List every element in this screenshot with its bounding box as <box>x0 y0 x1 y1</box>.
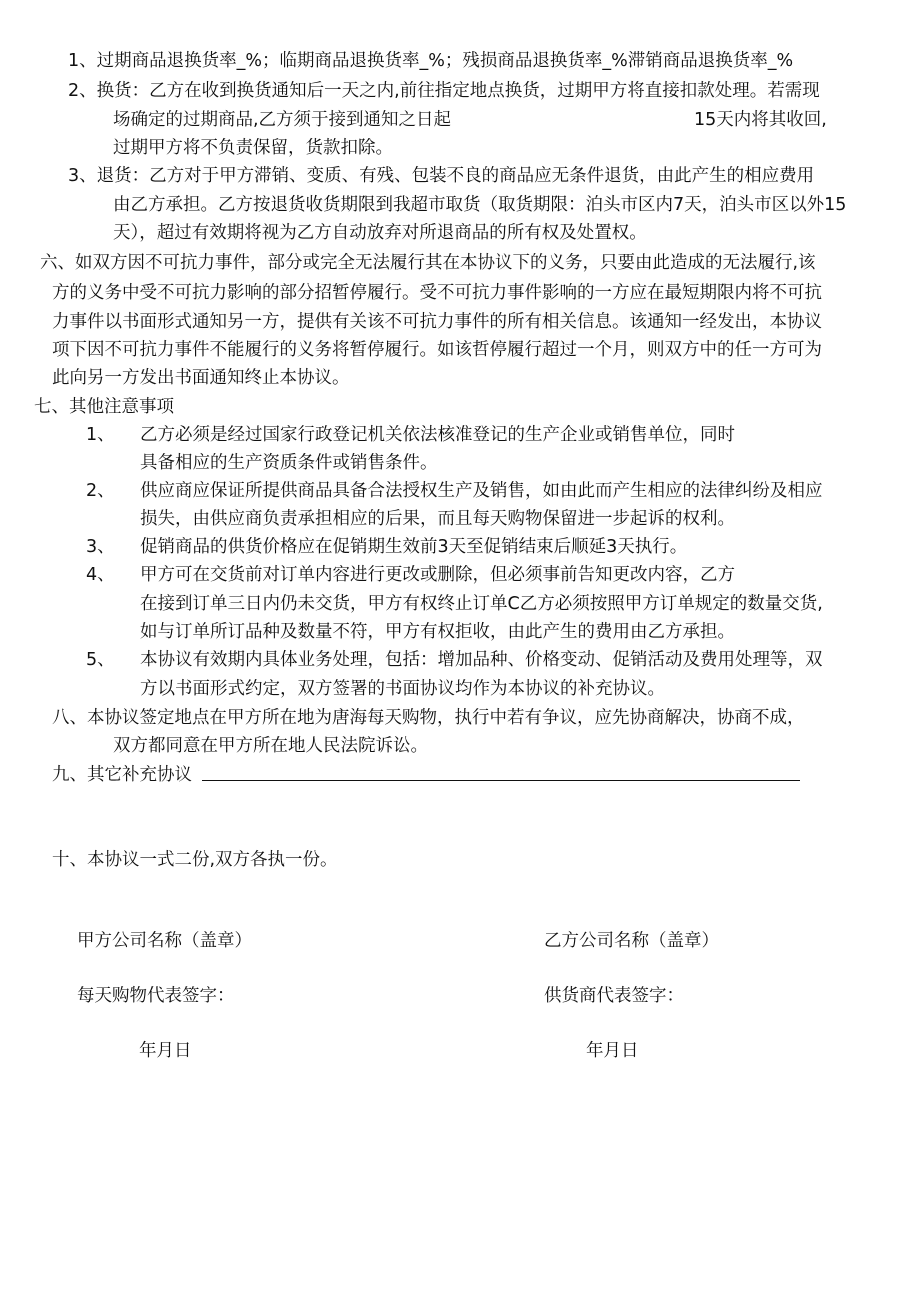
text-line: 场确定的过期商品,乙方须于接到通知之日起 <box>113 110 452 130</box>
text-line: 1、过期商品退换货率_%；临期商品退换货率_%；残损商品退换货率_%滞销商品退换货率_% <box>68 51 794 71</box>
party-b-date-label: 年月日 <box>586 1041 639 1061</box>
text-line: 损失，由供应商负责承担相应的后果，而且每天购物保留进一步起诉的权利。 <box>140 509 735 529</box>
party-a-rep-signature-label: 每天购物代表签字： <box>77 986 235 1006</box>
text-line: 促销商品的供货价格应在促销期生效前3天至促销结束后顺延3天执行。 <box>140 537 688 557</box>
supplementary-blank-line <box>202 780 800 781</box>
text-line: 此向另一方发出书面通知终止本协议。 <box>52 368 350 388</box>
item-number: 4、 <box>86 565 115 585</box>
text-line: 天），超过有效期将视为乙方自动放弃对所退商品的所有权及处置权。 <box>113 223 647 243</box>
text-line: 乙方必须是经过国家行政登记机关依法核准登记的生产企业或销售单位，同时 <box>140 425 735 445</box>
text-line: 15天内将其收回, <box>694 110 827 130</box>
text-line: 方的义务中受不可抗力影响的部分招暂停履行。受不可抗力事件影响的一方应在最短期限内将不可抗 <box>52 283 822 303</box>
text-line: 六、如双方因不可抗力事件，部分或完全无法履行其在本协议下的义务，只要由此造成的无法履行,该 <box>40 253 816 273</box>
party-a-date-label: 年月日 <box>139 1041 192 1061</box>
text-line: 八、本协议签定地点在甲方所在地为唐海每天购物，执行中若有争议，应先协商解决，协商不成， <box>52 708 805 728</box>
party-a-company-label: 甲方公司名称（盖章） <box>77 931 252 951</box>
text-line: 3、退货：乙方对于甲方滞销、变质、有残、包装不良的商品应无条件退货，由此产生的相应费用 <box>68 166 815 186</box>
text-line: 双方都同意在甲方所在地人民法院诉讼。 <box>113 736 428 756</box>
party-b-rep-signature-label: 供货商代表签字： <box>544 986 684 1006</box>
text-line: 由乙方承担。乙方按退货收货期限到我超市取货（取货期限：泊头市区内7天，泊头市区以外15 <box>113 195 847 215</box>
text-line: 力事件以书面形式通知另一方，提供有关该不可抗力事件的所有相关信息。该通知一经发出，本协议 <box>52 312 822 332</box>
copies-clause: 十、本协议一式二份,双方各执一份。 <box>52 850 338 870</box>
text-line: 过期甲方将不负责保留，货款扣除。 <box>113 138 393 158</box>
text-line: 方以书面形式约定，双方签署的书面协议均作为本协议的补充协议。 <box>140 679 665 699</box>
text-line: 在接到订单三日内仍未交货，甲方有权终止订单C乙方必须按照甲方订单规定的数量交货, <box>140 594 823 614</box>
item-number: 3、 <box>86 537 115 557</box>
text-line: 如与订单所订品种及数量不符，甲方有权拒收，由此产生的费用由乙方承担。 <box>140 622 735 642</box>
supplementary-label: 九、其它补充协议 <box>52 765 192 785</box>
text-line: 项下因不可抗力事件不能履行的义务将暂停履行。如该哲停履行超过一个月，则双方中的任一方可为 <box>52 340 822 360</box>
party-b-company-label: 乙方公司名称（盖章） <box>544 931 719 951</box>
item-number: 2、 <box>86 481 115 501</box>
section-heading: 七、其他注意事项 <box>34 397 174 417</box>
item-number: 5、 <box>86 650 115 670</box>
text-line: 本协议有效期内具体业务处理，包括：增加品种、价格变动、促销活动及费用处理等，双 <box>140 650 823 670</box>
item-number: 1、 <box>86 425 115 445</box>
text-line: 甲方可在交货前对订单内容进行更改或删除，但必须事前告知更改内容，乙方 <box>140 565 735 585</box>
text-line: 2、换货：乙方在收到换货通知后一天之内,前往指定地点换货，过期甲方将直接扣款处理。若需现 <box>68 81 820 101</box>
text-line: 供应商应保证所提供商品具备合法授权生产及销售，如由此而产生相应的法律纠纷及相应 <box>140 481 823 501</box>
text-line: 具备相应的生产资质条件或销售条件。 <box>140 453 438 473</box>
